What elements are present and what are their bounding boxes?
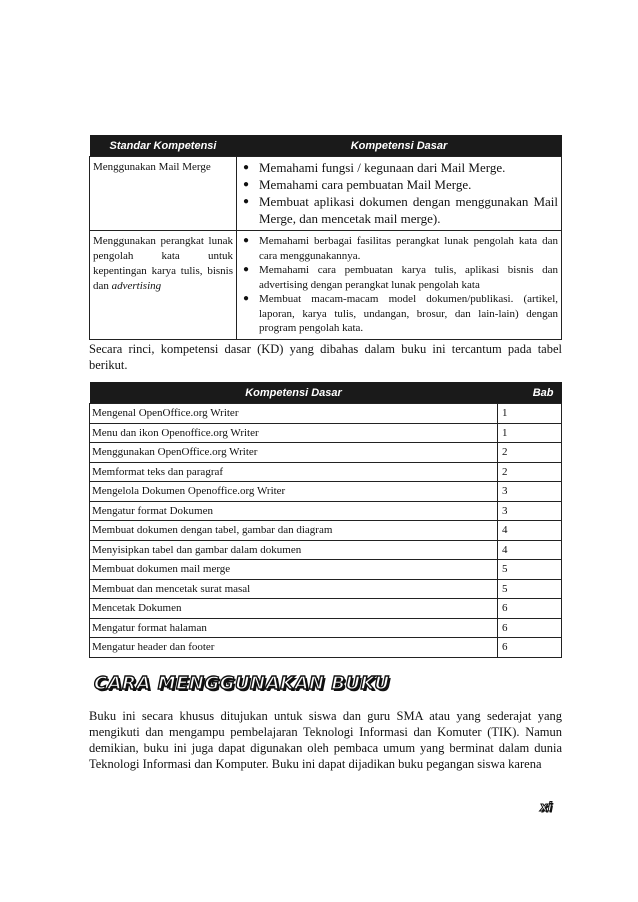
kompetensi-dasar-cell — [237, 157, 562, 231]
kompetensi-cell: Mengatur format halaman — [90, 618, 498, 638]
kompetensi-cell: Mencetak Dokumen — [90, 599, 498, 619]
bab-cell: 3 — [498, 482, 562, 502]
list-item: ● Membuat macam-macam model dokumen/publikasi. (artikel, laporan, karya tulis, undangan, brosur, dan lain-lain) dengan program pengolah kata. — [241, 292, 558, 336]
intro-paragraph: Secara rinci, kompetensi dasar (KD) yang dibahas dalam buku ini tercantum pada tabel berikut. — [89, 342, 562, 372]
header-bab: Bab — [498, 382, 562, 404]
list-item: ● Memahami fungsi / kegunaan dari Mail Merge. — [241, 159, 558, 176]
kompetensi-list — [241, 159, 558, 227]
kompetensi-cell: Membuat dokumen mail merge — [90, 560, 498, 580]
table-row — [90, 443, 562, 463]
bab-cell: 5 — [498, 560, 562, 580]
bab-cell: 1 — [498, 404, 562, 424]
table-row — [90, 599, 562, 619]
table-header-row — [90, 382, 562, 404]
kompetensi-cell: Membuat dan mencetak surat masal — [90, 579, 498, 599]
table-row — [90, 638, 562, 658]
kompetensi-cell: Memformat teks dan paragraf — [90, 462, 498, 482]
kompetensi-cell: Mengelola Dokumen Openoffice.org Writer — [90, 482, 498, 502]
kompetensi-bab-table — [89, 382, 562, 658]
table-row — [90, 579, 562, 599]
kompetensi-cell: Menu dan ikon Openoffice.org Writer — [90, 423, 498, 443]
table-row — [90, 540, 562, 560]
bab-cell: 2 — [498, 443, 562, 463]
section-heading: CARA MENGGUNAKAN BUKU — [94, 673, 390, 694]
table-row — [90, 462, 562, 482]
table-header-row — [90, 135, 562, 157]
body-paragraph: Buku ini secara khusus ditujukan untuk siswa dan guru SMA atau yang sederajat yang mengikuti dan mengampu pembelajaran Teknologi Informasi dan Komuter (TIK). Namun demikian, buku ini juga dapat digunakan oleh pembaca umum yang berminat dalam dunia Teknologi Informasi dan Komputer. Buku ini dapat dijadikan buku pegangan siswa karena — [89, 709, 562, 771]
kompetensi-cell: Mengatur format Dokumen — [90, 501, 498, 521]
table-row — [90, 501, 562, 521]
table-body — [90, 404, 562, 658]
list-item: ● Memahami cara pembuatan Mail Merge. — [241, 176, 558, 193]
header-kompetensi-dasar: Kompetensi Dasar — [237, 135, 562, 157]
sk-text: Menggunakan perangkat lunak pengolah kata untuk kepentingan karya tulis, bisnis dan — [93, 235, 233, 292]
list-item: ● Memahami cara pembuatan karya tulis, aplikasi bisnis dan advertising dengan perangkat lunak pengolah kata — [241, 263, 558, 292]
bab-cell: 2 — [498, 462, 562, 482]
table-row — [90, 157, 562, 231]
kompetensi-cell: Menyisipkan tabel dan gambar dalam dokumen — [90, 540, 498, 560]
bab-cell: 6 — [498, 599, 562, 619]
table-row — [90, 521, 562, 541]
header-kompetensi-dasar: Kompetensi Dasar — [90, 382, 498, 404]
standar-kompetensi-cell: Menggunakan Mail Merge — [90, 157, 237, 231]
table-row — [90, 618, 562, 638]
table-row — [90, 231, 562, 340]
page-number: xi — [540, 800, 552, 814]
bab-cell: 3 — [498, 501, 562, 521]
bab-cell: 6 — [498, 638, 562, 658]
table-row — [90, 423, 562, 443]
table-row — [90, 404, 562, 424]
kompetensi-cell: Menggunakan OpenOffice.org Writer — [90, 443, 498, 463]
kompetensi-list — [241, 234, 558, 336]
bab-cell: 4 — [498, 540, 562, 560]
standar-kompetensi-cell — [90, 231, 237, 340]
list-item: ● Memahami berbagai fasilitas perangkat lunak pengolah kata dan cara menggunakannya. — [241, 234, 558, 263]
bab-cell: 5 — [498, 579, 562, 599]
bab-cell: 1 — [498, 423, 562, 443]
table-row — [90, 560, 562, 580]
sk-italic-text: advertising — [111, 280, 162, 292]
standar-kompetensi-table — [89, 135, 562, 340]
bab-cell: 4 — [498, 521, 562, 541]
list-item: ● Membuat aplikasi dokumen dengan menggunakan Mail Merge, dan mencetak mail merge). — [241, 193, 558, 227]
table-row — [90, 482, 562, 502]
bab-cell: 6 — [498, 618, 562, 638]
kompetensi-dasar-cell — [237, 231, 562, 340]
kompetensi-cell: Membuat dokumen dengan tabel, gambar dan diagram — [90, 521, 498, 541]
kompetensi-cell: Mengatur header dan footer — [90, 638, 498, 658]
kompetensi-cell: Mengenal OpenOffice.org Writer — [90, 404, 498, 424]
header-standar-kompetensi: Standar Kompetensi — [90, 135, 237, 157]
